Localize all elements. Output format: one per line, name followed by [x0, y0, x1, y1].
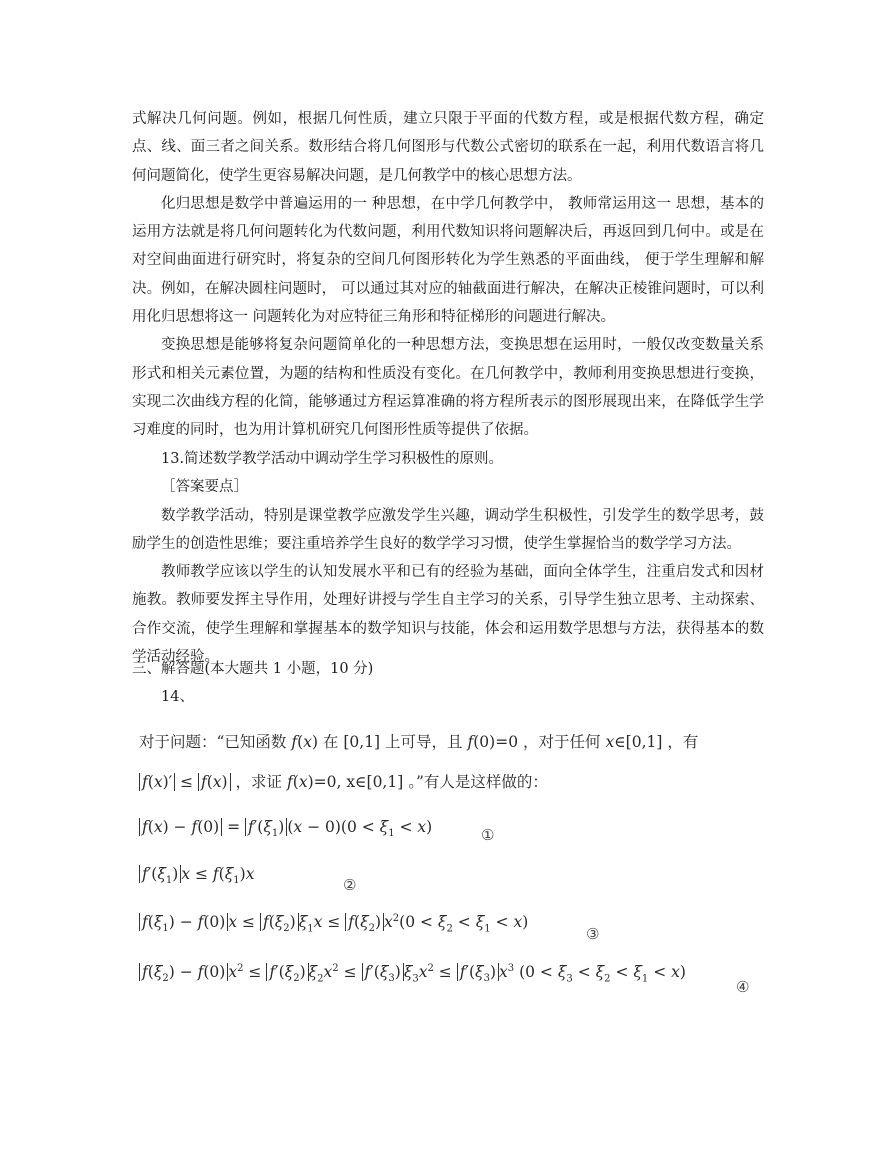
question-13-title: 13.简述数学教学活动中调动学生学习积极性的原则。: [161, 451, 504, 467]
answer-paragraph: 数学教学活动，特别是课堂教学应激发学生兴趣，调动学生积极性，引发学生的数学思考，鼓励学生的创造性思维；要注重培养学生良好的数学学习习惯，使学生掌握恰当的数学学习方法。: [132, 507, 764, 552]
proof-step-2: $f'(\xi_1) x \le f(\xi_1)x$: [139, 865, 254, 886]
math-proof-image: [133, 730, 768, 1050]
answer-paragraph: 教师教学应该以学生的认知发展水平和已有的经验为基础，面向全体学生，注重启发式和因材施教。教师要发挥主导作用，处理好讲授与学生自主学习的关系，引导学生独立思考、主动探索、合作交流，使学生理解和掌握基本的数学知识与技能，体会和运用数学思想与方法，获得基本的数学活动经验。: [132, 564, 764, 666]
question-13-section: [132, 445, 764, 671]
step-marker: ①: [481, 826, 495, 844]
section-3-heading: 三、解答题(本大题共 1 小题，10 分): [132, 661, 374, 677]
proof-step-1: $f(x) - f(0) = f'(\xi_1) (x - 0)(0 < \xi_1 < x)$: [139, 818, 432, 839]
step-marker: ②: [343, 876, 357, 894]
problem-statement-line-1: 对于问题：“已知函数 f(x) 在 [0,1] 上可导，且 f(0)=0 ，对于任何 x∈[0,1] ，有: [139, 733, 699, 751]
answer-label: ［答案要点］: [161, 479, 248, 496]
paragraph-combination-method: 式解决几何问题。例如，根据几何性质，建立只限于平面的代数方程，或是根据代数方程，确定点、线、面三者之间关系。数形结合将几何图形与代数公式密切的联系在一起，利用代数语言将几何问题简化，使学生更容易解决问题，是几何教学中的核心思想方法。: [132, 111, 764, 184]
proof-step-3: $f(\xi_1) - f(0) x \le f(\xi_2) \xi_1x \le f(\xi_2) x^2(0 < \xi_2 < \xi_1 < x)$: [139, 913, 528, 934]
paragraph-reduction-method: 化归思想是数学中普遍运用的一 种思想，在中学几何教学中， 教师常运用这一 思想，基本的运用方法就是将几何问题转化为代数问题，利用代数知识将问题解决后，再返回到几何中。或是在对空间曲面进行研究时，将复杂的空间几何图形转化为学生熟悉的平面曲线， 便于学生理解和解决。例如，在解决圆柱问题时， 可以通过其对应的轴截面进行解决，在解决正棱锥问题时，可以利用化归思想将这一 问题转化为对应特征三角形和特征梯形的问题进行解决。: [132, 195, 764, 326]
section-3: [132, 655, 764, 712]
problem-statement-line-2: f(x)′ ≤ f(x) ，求证 f(x)=0, x∈[0,1] 。”有人是这样做的：: [139, 770, 548, 792]
proof-step-4: $f(\xi_2) - f(0) x^2 \le f'(\xi_2) \xi_2x^2 \le f'(\xi_3) \xi_3x^2 \le f'(\xi_3)$ $x^3$ $(0 < \xi_3 < \xi_2 < \xi_1 < x)$: [139, 963, 686, 984]
step-marker: ④: [736, 978, 750, 996]
body-text-section: [132, 105, 764, 445]
step-marker: ③: [586, 925, 600, 943]
paragraph-transformation-method: 变换思想是能够将复杂问题简单化的一种思想方法，变换思想在运用时，一般仅改变数量关系形式和相关元素位置，为题的结构和性质没有变化。在几何教学中，教师利用变换思想进行变换，实现二次曲线方程的化简，能够通过方程运算准确的将方程所表示的图形展现出来，在降低学生学习难度的同时，也为用计算机研究几何图形性质等提供了依据。: [132, 337, 764, 439]
question-14-number: 14、: [161, 689, 194, 706]
